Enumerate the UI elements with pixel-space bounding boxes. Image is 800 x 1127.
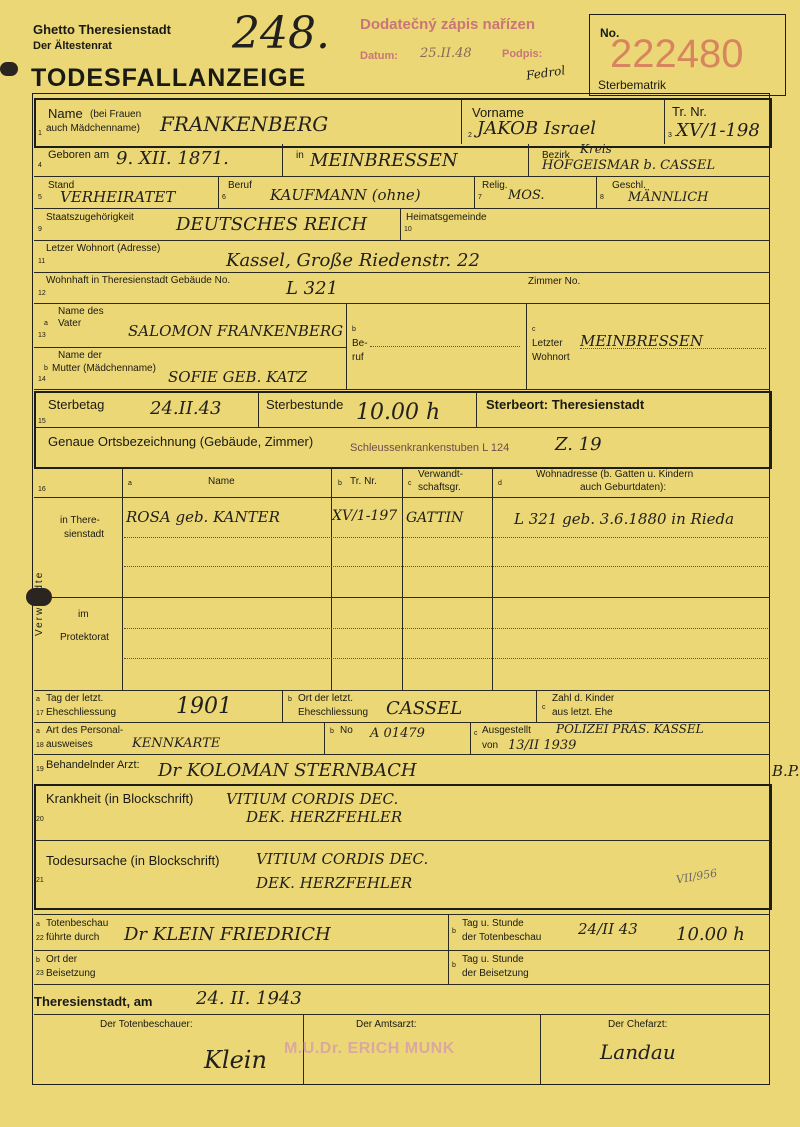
punch-hole-top [0, 62, 18, 76]
marriage-place-label-1: Ort der letzt. [298, 693, 354, 704]
building-label: Wohnhaft in Theresienstadt Gebäude No. [46, 275, 231, 286]
illness-label: Krankheit (in Blockschrift) [46, 791, 194, 806]
name-label-maiden: auch Mädchenname) [46, 123, 140, 134]
handwritten-number: 248. [232, 8, 330, 59]
bezirk-handwritten: Kreis [580, 142, 612, 156]
zimmer-label: Zimmer No. [528, 276, 581, 287]
marriage-date-label-1: Tag der letzt. [46, 693, 104, 704]
cause-line-2: DEK. HERZFEHLER [256, 874, 413, 892]
ortsbezeichnung-room: Z. 19 [555, 434, 602, 455]
id-type-label-2: ausweises [46, 739, 93, 750]
tr-value: XV/1-198 [676, 120, 760, 141]
ortsbezeichnung-label: Genaue Ortsbezeichnung (Gebäude, Zimmer) [48, 434, 314, 449]
illness-line-2: DEK. HERZFEHLER [246, 808, 403, 826]
in-label: in [296, 150, 304, 161]
citizenship-value: DEUTSCHES REICH [176, 214, 368, 235]
inspection-value: Dr KLEIN FRIEDRICH [124, 924, 331, 945]
vater-label-1: Name des [58, 306, 104, 317]
inspection-time: 10.00 h [676, 924, 745, 945]
geboren-label: Geboren am [48, 149, 110, 161]
issued-date: 13/II 1939 [508, 738, 577, 753]
burial-time-label-1: Tag u. Stunde [462, 954, 524, 965]
address-value: Kassel, Große Riedenstr. 22 [226, 250, 480, 271]
address-label: Letzer Wohnort (Adresse) [46, 243, 161, 254]
wohnort-label-2: Wohnort [532, 352, 570, 363]
sig-chief: Landau [600, 1040, 676, 1064]
cause-margin-note: VII/956 [675, 866, 719, 887]
sig-inspector-label: Der Totenbeschauer: [100, 1019, 193, 1030]
wohnort-label-1: Letzter [532, 338, 563, 349]
name-label-small: (bei Frauen [90, 109, 142, 120]
issued-von-label: von [482, 740, 499, 751]
bezirk-label: Bezirk [542, 150, 570, 161]
footer-place-label: Theresienstadt, am [34, 994, 153, 1009]
officer-stamp: M.U.Dr. ERICH MUNK [284, 1040, 455, 1057]
in-theresienstadt-2: sienstadt [64, 529, 105, 540]
id-type-label-1: Art des Personal- [46, 725, 124, 736]
inspection-label-2: führte durch [46, 932, 100, 943]
tr-label: Tr. Nr. [672, 104, 707, 119]
id-no-value: A 01479 [370, 726, 425, 741]
stamp-line: Dodatečný zápis nařízen [360, 16, 536, 33]
parent-beruf-label-1: Be- [352, 338, 368, 349]
geschl-label: Geschl. [612, 180, 646, 191]
council-name: Der Ältestenrat [33, 40, 112, 52]
name-row-box [34, 98, 772, 148]
relig-label: Relig. [482, 180, 508, 191]
bezirk-value: HOFGEISMAR b. CASSEL [542, 158, 716, 173]
wohnort-value: MEINBRESSEN [580, 332, 703, 350]
in-theresienstadt-1: in There- [60, 515, 100, 526]
mutter-label-1: Name der [58, 350, 102, 361]
building-value: L 321 [286, 278, 339, 299]
col-verw-header-2: schaftsgr. [418, 482, 461, 493]
sterbetag-value: 24.II.43 [150, 398, 222, 419]
stamp-datum: Datum: [360, 50, 398, 62]
vater-value: SALOMON FRANKENBERG [128, 322, 344, 340]
relative-verw: GATTIN [406, 510, 464, 526]
col-verw-header-1: Verwandt- [418, 469, 464, 480]
col-name-header: Name [208, 476, 235, 487]
footer-date: 24. II. 1943 [196, 988, 302, 1009]
birth-date: 9. XII. 1871. [116, 148, 229, 169]
issued-by: POLIZEI PRÄS. KASSEL [556, 722, 704, 736]
doctor-value: Dr KOLOMAN STERNBACH [158, 760, 417, 781]
stamp-date: 25.II.48 [420, 46, 472, 61]
illness-line-1: VITIUM CORDIS DEC. [226, 790, 399, 808]
doctor-label: Behandelnder Arzt: [46, 759, 140, 771]
marriage-place: CASSEL [386, 698, 463, 719]
punch-hole-middle [26, 588, 52, 606]
burial-place-label-1: Ort der [46, 954, 78, 965]
sterbetag-label: Sterbetag [48, 397, 105, 412]
ghetto-name: Ghetto Theresienstadt [33, 22, 171, 37]
vater-label-2: Vater [58, 318, 82, 329]
mutter-value: SOFIE GEB. KATZ [168, 368, 308, 386]
relative-name: ROSA geb. KANTER [126, 508, 280, 526]
sig-chief-label: Der Chefarzt: [608, 1019, 668, 1030]
col-tr-header: Tr. Nr. [350, 476, 377, 487]
mutter-label-2: Mutter (Mädchenname) [52, 363, 156, 374]
cause-label: Todesursache (in Blockschrift) [46, 853, 220, 868]
relig-value: MOS. [508, 188, 545, 203]
stamp-signature: Fedrol [525, 63, 567, 83]
marriage-date: 1901 [176, 694, 232, 719]
inspection-time-label-2: der Totenbeschau [462, 932, 542, 943]
no-label: No. [600, 26, 620, 40]
name-label: Name [48, 106, 83, 121]
sig-inspector: Klein [204, 1046, 267, 1074]
inspection-label-1: Totenbeschau [46, 918, 109, 929]
issued-label: Ausgestellt [482, 725, 531, 736]
protektorat-label: Protektorat [60, 632, 109, 643]
stand-label: Stand [48, 180, 75, 191]
relative-address: L 321 geb. 3.6.1880 in Rieda [514, 510, 735, 528]
sterbestunde-label: Sterbestunde [266, 397, 344, 412]
beruf-value: KAUFMANN (ohne) [270, 186, 421, 204]
register-number: 222480 [610, 32, 744, 76]
marriage-place-label-2: Eheschliessung [298, 707, 369, 718]
parent-beruf-label-2: ruf [352, 352, 364, 363]
sterbestunde-value: 10.00 h [356, 400, 441, 425]
geschl-value: MÄNNLICH [628, 190, 709, 205]
id-type-value: KENNKARTE [132, 736, 221, 751]
col-addr-header-1: Wohnadresse (b. Gatten u. Kindern [536, 469, 694, 480]
sig-officer-label: Der Amtsarzt: [356, 1019, 417, 1030]
death-notice-form: Ghetto Theresienstadt Der Ältestenrat TODESFALLANZEIGE 248. Dodatečný zápis nařízen Datum: 25.II.48 Podpis: Fedrol No. 222480 Sterbematrik Name (bei Frauen 1 auch Mädchenname) FRANKENBERG Vorname 2 JAKOB Israel Tr. Nr. 3 XV/1-198 Geboren am 4 9. XII. 1871. in MEINBRESSEN Bezirk Kreis HOFGEISMAR b. CASSEL Stand 5 VERHEIRATET Beruf 6 KAUFMANN (ohne) Relig. 7 MOS. Geschl. 8 MÄNNLICH Staatszugehörigkeit 9 DEUTSCHES REICH Heimatsgemeinde 10 Letzer Wohnort (Adresse) 11 Kassel, Große Riedenstr. 22 Wohnhaft in Theresienstadt Gebäude No. 12 L 321 Zimmer No. Name des a Vater 13 SALOMON FRANKENBERG Name der b Mutter (Mädchenname) 14 SOFIE GEB. KATZ b Be- ruf c Letzter Wohnort MEINBRESSEN Sterbetag 15 24.II.43 Sterbestunde 10.00 h Sterbeort: Theresienstadt Genaue Ortsbezeichnung (Gebäude, Zimmer) Schleussenkrankenstuben L 124 Z. 19 16 a Name b Tr. Nr. c Verwandt- schaftsgr. d Wohnadresse (b. Gatten u. Kindern auch Geburtdaten): in There- sienstadt im Protektorat ROSA geb. KANTER XV/1-197 GATTIN L 321 geb. 3.6.1880 in Rieda a Tag der letzt. 17 Eheschliessung 1901 b Ort der letzt. Eheschliessung CASSEL c Zahl d. Kinder aus letzt. Ehe a Art des Personal- 18 ausweises KENNKARTE b No A 01479 c Ausgestellt von POLIZEI PRÄS. KASSEL 13/II 1939 19 Behandelnder Arzt: Dr KOLOMAN STERNBACH B.P. Krankheit (in Blockschrift) 20 VITIUM CORDIS DEC. DEK. HERZFEHLER Todesursache (in Blockschrift) 21 VITIUM CORDIS DEC. DEK. HERZFEHLER VII/956 a Totenbeschau 22 führte durch Dr KLEIN FRIEDRICH b Tag u. Stunde der Totenbeschau 24/II 43 10.00 h b Ort der 23 Beisetzung b Tag u. Stunde der Beisetzung Theresienstadt, am 24. II. 1943 Der Totenbeschauer: Der Amtsarzt: Der Chefarzt: M.U.Dr. ERICH MUNK Klein Landau [0, 0, 800, 1127]
heimat-label: Heimatsgemeinde [406, 212, 487, 223]
inspection-time-label-1: Tag u. Stunde [462, 918, 524, 929]
doctor-initials: B.P. [772, 762, 800, 780]
relative-tr: XV/1-197 [332, 508, 398, 524]
burial-place-label-2: Beisetzung [46, 968, 96, 979]
vorname-label: Vorname [472, 105, 525, 120]
children-label-1: Zahl d. Kinder [552, 693, 615, 704]
sterbeort-label: Sterbeort: Theresienstadt [486, 397, 645, 412]
marriage-date-label-2: Eheschliessung [46, 707, 117, 718]
form-title: TODESFALLANZEIGE [31, 64, 307, 92]
col-addr-header-2: auch Geburtdaten): [580, 482, 667, 493]
burial-time-label-2: der Beisetzung [462, 968, 529, 979]
children-label-2: aus letzt. Ehe [552, 707, 613, 718]
surname-value: FRANKENBERG [160, 112, 329, 136]
id-no-label: No [340, 725, 353, 736]
beruf-label: Beruf [228, 180, 252, 191]
stand-value: VERHEIRATET [60, 188, 176, 206]
birth-place: MEINBRESSEN [310, 150, 458, 171]
citizenship-label: Staatszugehörigkeit [46, 212, 134, 223]
im-label: im [78, 609, 89, 620]
stamp-podpis: Podpis: [502, 48, 543, 60]
vorname-value: JAKOB Israel [477, 118, 596, 139]
inspection-date: 24/II 43 [578, 920, 638, 938]
ortsbezeichnung-stamp: Schleussenkrankenstuben L 124 [350, 442, 510, 454]
cause-line-1: VITIUM CORDIS DEC. [256, 850, 429, 868]
register-label: Sterbematrik [598, 78, 667, 92]
